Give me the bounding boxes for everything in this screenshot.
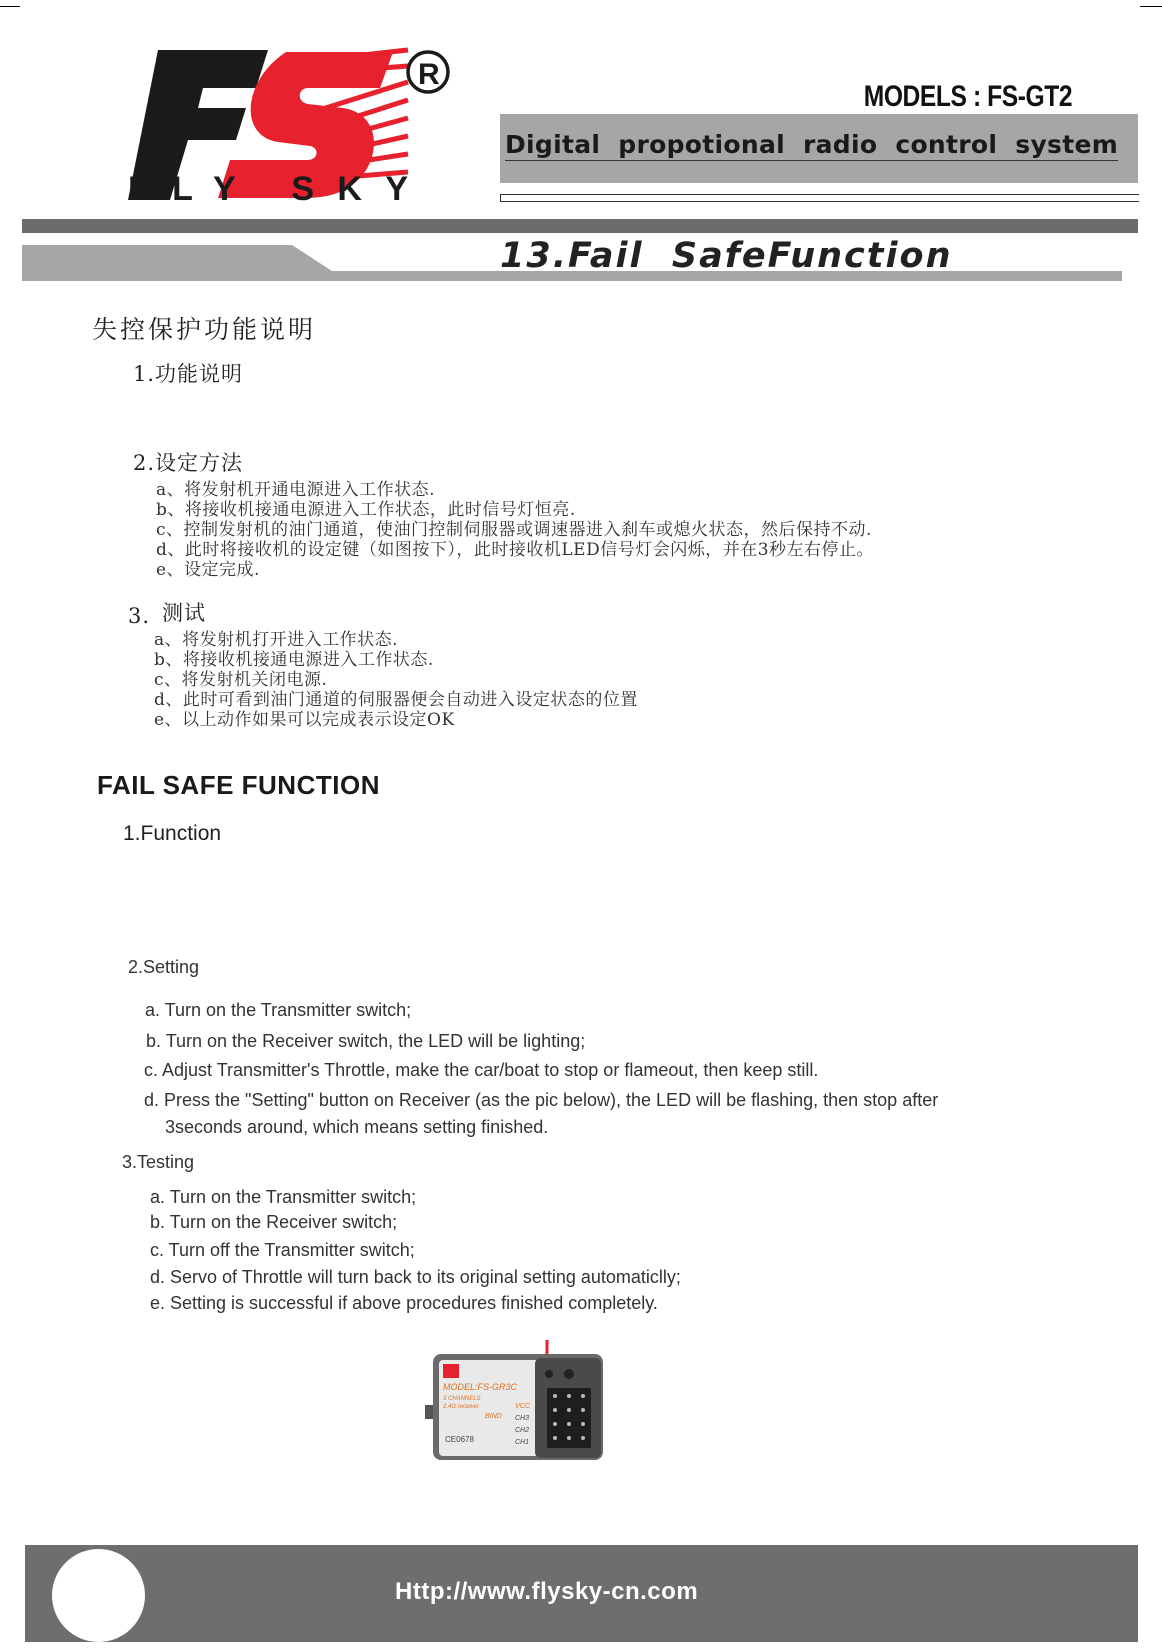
list-item: c、将发射机关闭电源. [154,670,328,690]
models-label: MODELS : FS-GT2 [863,80,1072,113]
header-rule [22,219,1138,233]
list-item-continued: 3seconds around, which means setting finished. [165,1117,549,1137]
list-item: e、以上动作如果可以完成表示设定OK [154,710,455,730]
en-section-3: 3.Testing [122,1152,195,1172]
list-item: b. Turn on the Receiver switch; [150,1212,398,1232]
list-item: a. Turn on the Transmitter switch; [145,1000,412,1020]
list-item: e、设定完成. [156,560,260,580]
receiver-illustration [425,1340,605,1462]
device-port-label: CH3 [515,1415,530,1422]
cn-section-3-list [154,630,638,730]
device-model-label: MODEL:FS-GR3C [443,1382,518,1392]
list-item: d. Press the "Setting" button on Receiver (as the pic below), the LED will be flashing, then stop after [144,1090,939,1110]
list-item: d、此时可看到油门通道的伺服器便会自动进入设定状态的位置 [154,690,638,710]
section-title: 13.Fail SafeFunction [500,236,953,276]
crop-mark-right [1140,6,1162,7]
cn-title: 失控保护功能说明 [92,315,317,344]
list-item: a. Turn on the Transmitter switch; [150,1187,417,1207]
en-section-1: 1.Function [123,822,222,845]
list-item: a、将发射机开通电源进入工作状态. [156,480,436,500]
list-item: d. Servo of Throttle will turn back to its original setting automaticlly; [150,1267,681,1287]
svg-text:R: R [418,58,440,91]
thin-rule-box [500,194,1139,202]
device-port-label: CH1 [515,1439,530,1446]
list-item: c. Turn off the Transmitter switch; [150,1240,415,1260]
cn-section-3-label: 测试 [162,601,206,625]
cn-section-3-number: 3. [128,604,151,628]
cn-section-1: 1.功能说明 [133,362,244,386]
list-item: c、控制发射机的油门通道，使油门控制伺服器或调速器进入刹车或熄火状态，然后保持不动. [156,520,872,540]
list-item: b. Turn on the Receiver switch, the LED will be lighting; [146,1031,586,1051]
page-circle [52,1549,145,1642]
list-item: d、此时将接收机的设定键（如图按下），此时接收机LED信号灯会闪烁，并在3秒左右停止。 [156,540,875,560]
flysky-logo [118,40,478,225]
list-item: c. Adjust Transmitter's Throttle, make the car/boat to stop or flameout, then keep still. [144,1060,819,1080]
device-line: 2.4G receiver [443,1404,480,1410]
footer-url[interactable]: Http://www.flysky-cn.com [395,1578,699,1605]
cn-section-2-list [156,480,874,580]
device-port-label: VCC [515,1403,530,1410]
logo-text: FLY SKY [128,170,418,208]
crop-mark-left [0,6,20,7]
device-bind: BIND [485,1413,502,1420]
device-line: 3 CHANNELS [443,1396,481,1402]
list-item: b、将接收机接通电源进入工作状态. [154,650,434,670]
list-item: a、将发射机打开进入工作状态. [154,630,399,650]
list-item: e. Setting is successful if above procedures finished completely. [150,1293,658,1313]
list-item: b、将接收机接通电源进入工作状态，此时信号灯恒亮. [156,500,576,520]
subtitle: Digital propotional radio control system [505,130,1119,159]
device-port-label: CH2 [515,1427,530,1434]
cn-section-2: 2.设定方法 [133,451,244,475]
device-cert: CE0678 [445,1435,474,1444]
en-title: FAIL SAFE FUNCTION [97,770,380,800]
en-section-2: 2.Setting [128,957,200,977]
